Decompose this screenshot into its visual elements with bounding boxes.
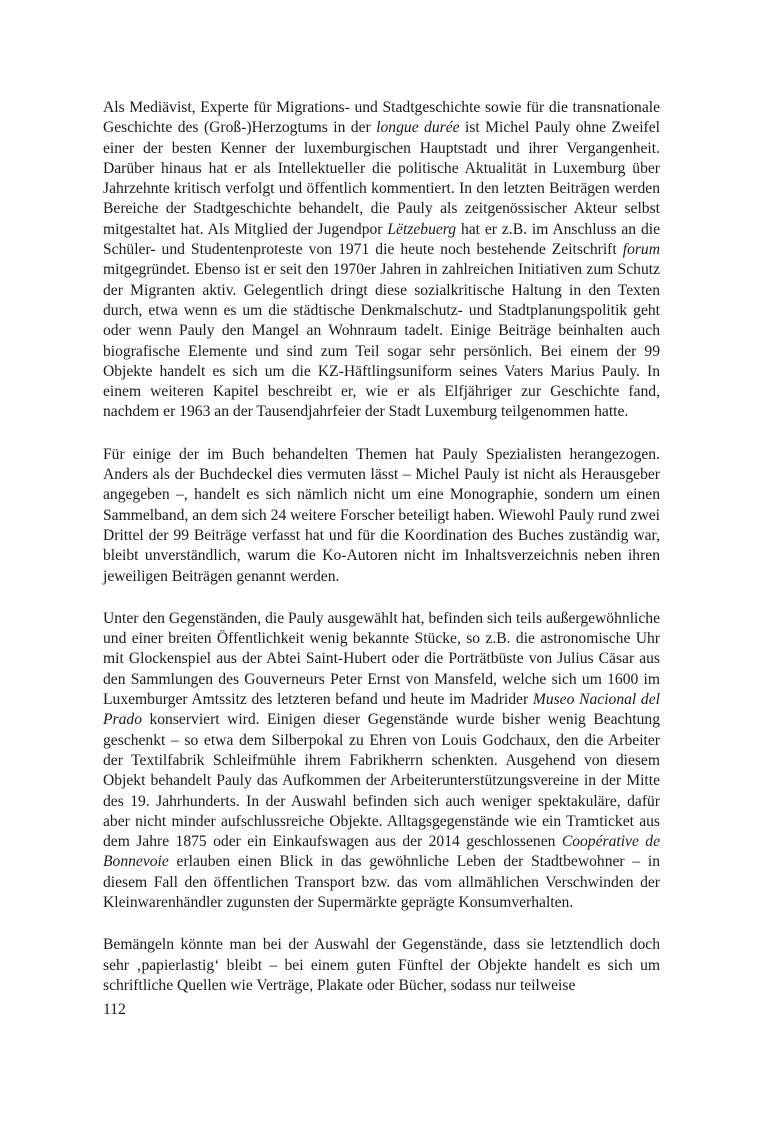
paragraph-3 [103, 609, 660, 913]
text-run: Bemängeln könnte man bei der Auswahl der Gegenstände, dass sie letztendlich doch sehr ‚papierlastig‘ bleibt – bei einem guten Fünftel der Objekte handelt es sich um schriftliche Quellen wie Verträge, Plakate oder Bücher, sodass nur teilweise [103, 936, 660, 994]
italic-term: longue durée [376, 119, 460, 137]
text-run: Als Mediävist, Experte für Migrations- und Stadtgeschichte sowie für die transnationale Geschichte des (Groß-)Herzogtums in der [103, 99, 660, 137]
text-run: konserviert wird. Einigen dieser Gegenstände wurde bisher wenig Beachtung geschenkt – so etwa dem Silberpokal zu Ehren von Louis Godchaux, den die Arbeiter der Textilfabrik Schleifmühle ihrem Fabrikherrn schenkten. Ausgehend von diesem Objekt behandelt Pauly das Aufkommen der Arbeiterunterstützungsvereine in der Mitte des 19. Jahrhunderts. In der Auswahl befinden sich auch weniger spektakuläre, dafür aber nicht minder aufschlussreiche Objekte. Alltagsgegenstände wie ein Tramticket aus dem Jahre 1875 oder ein Einkaufswagen aus der 2014 geschlossenen [103, 711, 660, 851]
text-run: Unter den Gegenständen, die Pauly ausgewählt hat, befinden sich teils außergewöhnliche und einer breiten Öffentlichkeit wenig bekannte Stücke, so z.B. die astronomische Uhr mit Glockenspiel aus der Abtei Saint-Hubert oder die Porträtbüste von Julius Cäsar aus den Sammlungen des Gouverneurs Peter Ernst von Mansfeld, welche sich um 1600 im Luxemburger Amtssitz des letzteren befand und heute im Madrider [103, 609, 660, 709]
paragraph-4 [103, 935, 660, 996]
italic-term: forum [622, 241, 660, 259]
text-run: mitgegründet. Ebenso ist er seit den 1970er Jahren in zahlreichen Initiativen zum Schutz der Migranten aktiv. Gelegentlich dringt diese sozialkritische Haltung in den Texten durch, etwa wenn es um die städtische Denkmalschutz- und Stadtplanungspolitik geht oder wenn Pauly den Mangel an Wohnraum tadelt. Einige Beiträge beinhalten auch biografische Elemente und sind zum Teil sogar sehr persönlich. Bei einem der 99 Objekte handelt es sich um die KZ-Häftlingsuniform seines Vaters Marius Pauly. In einem weiteren Kapitel beschreibt er, wie er als Elfjähriger zur Geschichte fand, nachdem er 1963 an der Tausendjahrfeier der Stadt Luxemburg teilgenommen hatte. [103, 261, 660, 421]
text-run: ist Michel Pauly ohne Zweifel einer der besten Kenner der luxemburgischen Hauptstadt und ihrer Vergangenheit. Darüber hinaus hat er als Intellektueller die politische Aktualität in Luxemburg über Jahrzehnte kritisch verfolgt und öffentlich kommentiert. In den letzten Beiträgen werden Bereiche der Stadtgeschichte behandelt, die Pauly als zeitgenössischer Akteur selbst mitgestaltet hat. Als Mitglied der Jugendpor [103, 119, 660, 238]
text-run: Für einige der im Buch behandelten Themen hat Pauly Spezialisten herangezogen. Anders als der Buchdeckel dies vermuten lässt – Michel Pauly ist nicht als Herausgeber angegeben –, handelt es sich nämlich nicht um eine Monographie, sondern um einen Sammelband, an dem sich 24 weitere Forscher beteiligt haben. Wiewohl Pauly rund zwei Drittel der 99 Beiträge verfasst hat und für die Koordination des Buches zuständig war, bleibt unverständlich, warum die Ko-Autoren nicht im Inhaltsverzeichnis neben ihren jeweiligen Beiträgen genannt werden. [103, 445, 660, 585]
page-body [103, 98, 660, 1018]
text-run: hat er z.B. im Anschluss an die Schüler- und Studentenproteste von 1971 die heute noch bestehende Zeitschrift [103, 220, 660, 259]
paragraph-2 [103, 445, 660, 587]
italic-term: Museo Nacional del Prado [103, 691, 660, 729]
italic-term: Coopérative de Bonnevoie [103, 833, 661, 871]
page-number: 112 [103, 1001, 126, 1018]
text-run: erlauben einen Blick in das gewöhnliche Leben der Stadtbewohner – in diesem Fall den öffentlichen Transport bzw. das vom allmählichen Verschwinden der Kleinwarenhändler zugunsten der Supermärkte geprägte Konsumverhalten. [103, 853, 660, 911]
paragraph-1 [103, 98, 660, 423]
italic-term: Lëtzebuerg [387, 220, 457, 238]
